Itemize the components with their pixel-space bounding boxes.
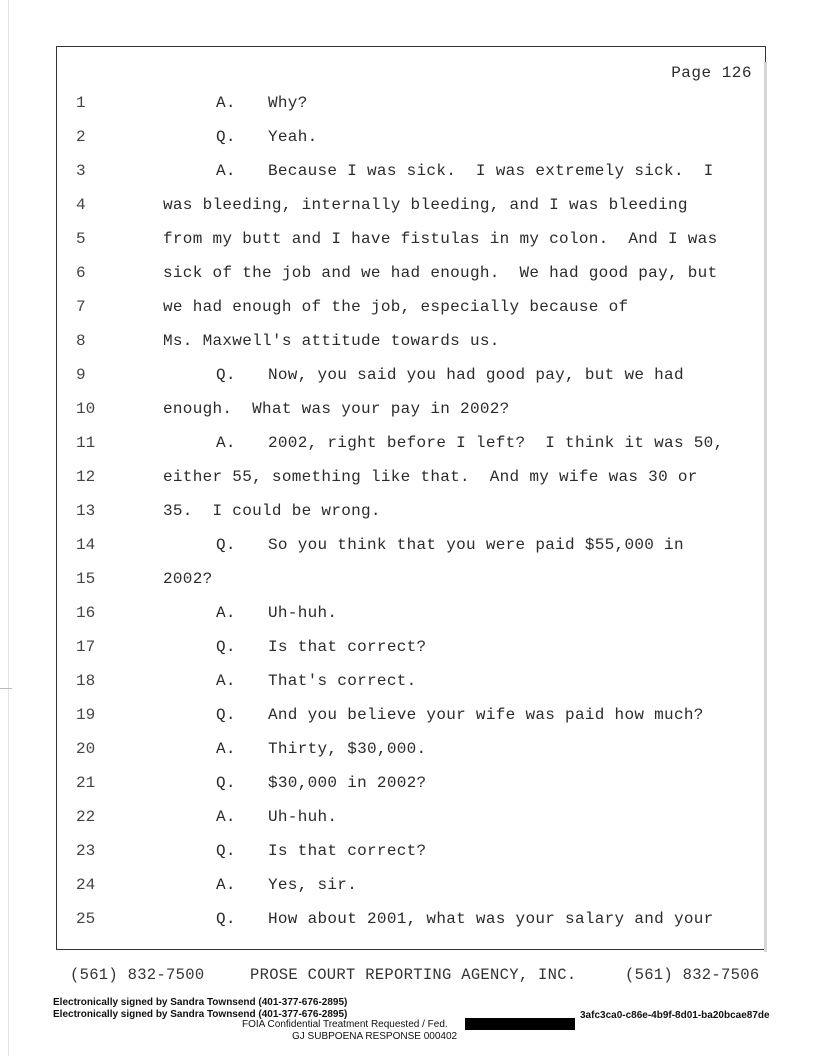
testimony-text: Why? [268, 94, 308, 112]
line-text [216, 840, 426, 862]
line-number: 3 [76, 162, 86, 180]
line-text [163, 296, 628, 318]
speaker-label: Q. [216, 638, 236, 656]
line-number: 9 [76, 366, 86, 384]
line-number: 17 [76, 638, 96, 656]
subpoena-note: GJ SUBPOENA RESPONSE 000402 [292, 1031, 458, 1042]
speaker-label: Q. [216, 910, 236, 928]
testimony-text: Uh-huh. [268, 604, 338, 622]
line-text [216, 160, 714, 182]
speaker-label: A. [216, 876, 236, 894]
speaker-label: Q. [216, 774, 236, 792]
speaker-label: Q. [216, 536, 236, 554]
speaker-label: Q. [216, 128, 236, 146]
transcript-line [56, 534, 756, 556]
line-number: 25 [76, 910, 96, 928]
line-number: 13 [76, 502, 96, 520]
speaker-label: A. [216, 672, 236, 690]
line-text [163, 398, 510, 420]
transcript-line [56, 670, 756, 692]
line-text [216, 636, 426, 658]
page-number: Page 126 [671, 64, 752, 82]
transcript-line [56, 432, 756, 454]
footer-agency: PROSE COURT REPORTING AGENCY, INC. [250, 966, 577, 984]
testimony-text: And you believe your wife was paid how much? [268, 706, 704, 724]
line-text [216, 806, 337, 828]
line-text [216, 534, 684, 556]
transcript-line [56, 636, 756, 658]
testimony-text: was bleeding, internally bleeding, and I was bleeding [163, 196, 688, 214]
testimony-text: So you think that you were paid $55,000 in [268, 536, 684, 554]
testimony-text: 35. I could be wrong. [163, 502, 381, 520]
speaker-label: Q. [216, 366, 236, 384]
line-number: 4 [76, 196, 86, 214]
line-number: 19 [76, 706, 96, 724]
testimony-text: Uh-huh. [268, 808, 338, 826]
line-text [163, 568, 213, 590]
line-number: 21 [76, 774, 96, 792]
line-number: 14 [76, 536, 96, 554]
footer-phone-right: (561) 832-7506 [625, 966, 760, 984]
testimony-text: Ms. Maxwell's attitude towards us. [163, 332, 500, 350]
testimony-text: sick of the job and we had enough. We had good pay, but [163, 264, 718, 282]
line-text [216, 364, 684, 386]
testimony-text: enough. What was your pay in 2002? [163, 400, 510, 418]
line-number: 5 [76, 230, 86, 248]
document-hash: 3afc3ca0-c86e-4b9f-8d01-ba20bcae87de [580, 1010, 770, 1021]
signature-line-1: Electronically signed by Sandra Townsend (401-377-676-2895) [53, 997, 348, 1008]
speaker-label: A. [216, 604, 236, 622]
transcript-line [56, 92, 756, 114]
speaker-label: A. [216, 808, 236, 826]
testimony-text: Yeah. [268, 128, 318, 146]
scan-mark [0, 688, 12, 689]
line-number: 15 [76, 570, 96, 588]
line-number: 24 [76, 876, 96, 894]
line-number: 7 [76, 298, 86, 316]
testimony-text: Thirty, $30,000. [268, 740, 427, 758]
testimony-text: we had enough of the job, especially because of [163, 298, 629, 316]
line-text [163, 466, 698, 488]
line-text [163, 262, 718, 284]
line-number: 16 [76, 604, 96, 622]
line-number: 8 [76, 332, 86, 350]
transcript-line [56, 704, 756, 726]
testimony-text: Yes, sir. [268, 876, 358, 894]
testimony-text: Is that correct? [268, 638, 427, 656]
speaker-label: A. [216, 740, 236, 758]
transcript-line [56, 262, 756, 284]
line-text [216, 126, 318, 148]
transcript-line [56, 160, 756, 182]
testimony-text: Because I was sick. I was extremely sick. I [268, 162, 714, 180]
line-number: 12 [76, 468, 96, 486]
line-text [216, 908, 714, 930]
line-text [216, 874, 357, 896]
testimony-text: from my butt and I have fistulas in my colon. And I was [163, 230, 718, 248]
line-text [216, 602, 337, 624]
transcript-line [56, 840, 756, 862]
testimony-text: 2002? [163, 570, 213, 588]
frame-shadow [764, 62, 767, 952]
line-text [216, 704, 704, 726]
transcript-line [56, 568, 756, 590]
testimony-text: 2002, right before I left? I think it was 50, [268, 434, 724, 452]
testimony-text: Is that correct? [268, 842, 427, 860]
testimony-text: Now, you said you had good pay, but we had [268, 366, 684, 384]
transcript-line [56, 398, 756, 420]
testimony-text: That's correct. [268, 672, 417, 690]
transcript-line [56, 126, 756, 148]
transcript-line [56, 874, 756, 896]
line-number: 23 [76, 842, 96, 860]
line-text [216, 738, 426, 760]
speaker-label: Q. [216, 706, 236, 724]
transcript-line [56, 330, 756, 352]
transcript-line [56, 602, 756, 624]
speaker-label: A. [216, 162, 236, 180]
line-number: 18 [76, 672, 96, 690]
speaker-label: Q. [216, 842, 236, 860]
redaction-bar [465, 1018, 575, 1030]
testimony-text: How about 2001, what was your salary and your [268, 910, 714, 928]
transcript-line [56, 500, 756, 522]
line-number: 22 [76, 808, 96, 826]
foia-note: FOIA Confidential Treatment Requested / Fed. [242, 1019, 448, 1030]
line-text [163, 228, 718, 250]
transcript-line [56, 738, 756, 760]
line-number: 10 [76, 400, 96, 418]
footer-phone-left: (561) 832-7500 [70, 966, 205, 984]
line-number: 6 [76, 264, 86, 282]
transcript-line [56, 772, 756, 794]
transcript-line [56, 194, 756, 216]
line-text [163, 194, 688, 216]
transcript-line [56, 806, 756, 828]
transcript-line [56, 296, 756, 318]
testimony-text: $30,000 in 2002? [268, 774, 427, 792]
transcript-line [56, 364, 756, 386]
line-number: 1 [76, 94, 86, 112]
transcript-line [56, 228, 756, 250]
transcript-line [56, 466, 756, 488]
signature-line-2: Electronically signed by Sandra Townsend (401-377-676-2895) [53, 1009, 348, 1020]
transcript-line [56, 908, 756, 930]
testimony-text: either 55, something like that. And my wife was 30 or [163, 468, 698, 486]
line-text [216, 432, 723, 454]
speaker-label: A. [216, 94, 236, 112]
line-text [216, 670, 417, 692]
line-number: 2 [76, 128, 86, 146]
line-text [216, 92, 308, 114]
line-text [216, 772, 426, 794]
line-text [163, 500, 381, 522]
scan-margin-line [8, 0, 9, 1056]
line-text [163, 330, 500, 352]
line-number: 11 [76, 434, 96, 452]
speaker-label: A. [216, 434, 236, 452]
line-number: 20 [76, 740, 96, 758]
